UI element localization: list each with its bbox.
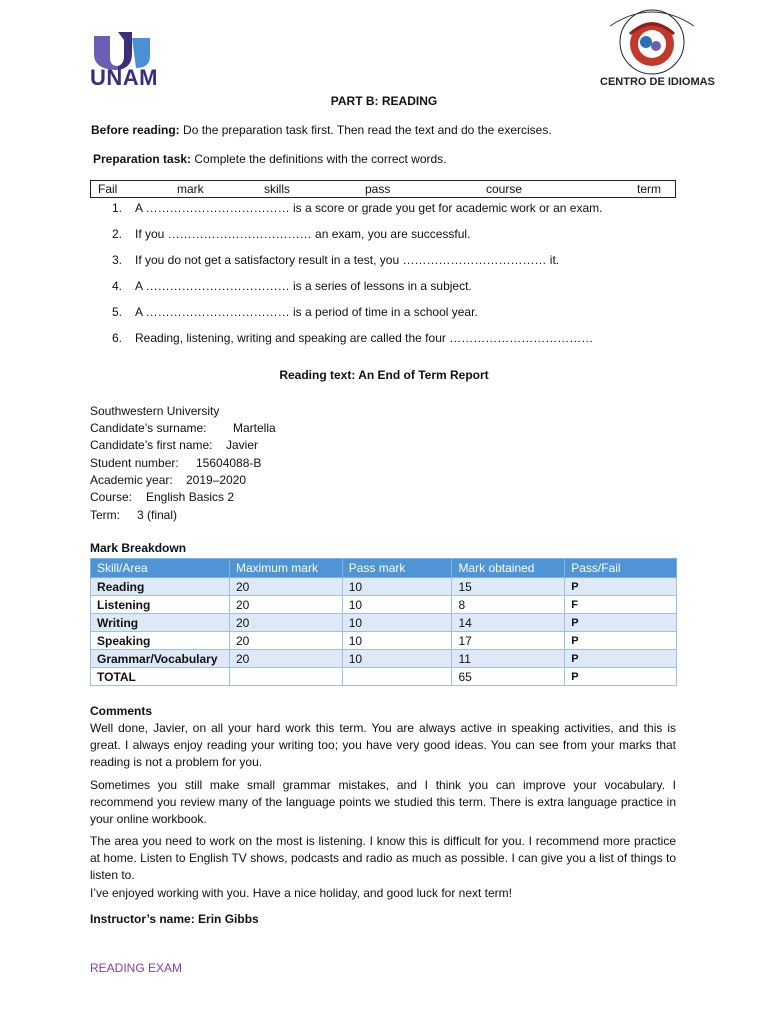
before-reading-label: Before reading: (91, 123, 180, 137)
info-row (90, 490, 390, 504)
instructor-name: Instructor’s name: Erin Gibbs (90, 912, 259, 926)
word-box-item: course (486, 182, 523, 196)
table-cell: Speaking (91, 632, 230, 650)
table-cell: 20 (229, 614, 342, 632)
table-row (91, 668, 677, 686)
table-cell: P (565, 632, 677, 650)
info-value: Martella (233, 421, 276, 435)
definition-number: 1. (112, 201, 123, 215)
info-label: Academic year: (90, 473, 173, 487)
table-cell: 15 (452, 578, 565, 596)
prep-task-label: Preparation task: (93, 152, 192, 166)
mark-breakdown-title: Mark Breakdown (90, 541, 187, 555)
table-row (91, 650, 677, 668)
table-row (91, 578, 677, 596)
table-cell: 10 (342, 596, 452, 614)
before-reading-instruction (91, 123, 552, 137)
table-cell: P (565, 578, 677, 596)
reading-text-title: Reading text: An End of Term Report (279, 368, 489, 382)
info-row (90, 508, 390, 522)
table-cell: P (565, 650, 677, 668)
table-cell: 17 (452, 632, 565, 650)
comments-title: Comments (90, 704, 153, 718)
table-cell: 11 (452, 650, 565, 668)
definition-text: If you ……………………………… an exam, you are successful. (135, 227, 471, 241)
info-label: Candidate’s surname: (90, 421, 207, 435)
definition-number: 4. (112, 279, 123, 293)
info-value: Javier (226, 438, 259, 452)
table-cell: 65 (452, 668, 565, 686)
seal-caption: CENTRO DE IDIOMAS (600, 76, 715, 88)
column-header: Skill/Area (91, 559, 230, 578)
info-row (90, 456, 390, 470)
comment-paragraph: Well done, Javier, on all your hard work this term. You are always active in speaking activities, and this is great. I always enjoy reading your writing too; you have very good ideas. You can see from your marks that reading is not a problem for you. (90, 721, 676, 769)
table-cell: TOTAL (91, 668, 230, 686)
before-reading-text: Do the preparation task first. Then read the text and do the exercises. (179, 123, 552, 137)
definition-number: 3. (112, 253, 123, 267)
definition-text: Reading, listening, writing and speaking are called the four ……………………………… (135, 331, 594, 345)
mark-breakdown-table (90, 558, 677, 686)
definition-text: If you do not get a satisfactory result in a test, you ……………………………… it. (135, 253, 560, 267)
prep-task-text: Complete the definitions with the correct words. (191, 152, 447, 166)
info-value: 3 (final) (137, 508, 178, 522)
university-seal-icon (590, 6, 715, 76)
table-cell: 20 (229, 650, 342, 668)
table-cell: 20 (229, 632, 342, 650)
table-cell: 20 (229, 596, 342, 614)
column-header: Maximum mark (229, 559, 342, 578)
footer-label: READING EXAM (90, 961, 183, 975)
definition-number: 5. (112, 305, 123, 319)
definition-number: 2. (112, 227, 123, 241)
info-value: English Basics 2 (146, 490, 235, 504)
university-name: Southwestern University (90, 404, 220, 418)
table-row (91, 632, 677, 650)
definition-text: A ……………………………… is a series of lessons in a subject. (135, 279, 472, 293)
table-cell: Grammar/Vocabulary (91, 650, 230, 668)
table-cell: Listening (91, 596, 230, 614)
word-box-item: Fail (98, 182, 118, 196)
info-row (90, 473, 390, 487)
comment-paragraph: Sometimes you still make small grammar mistakes, and I think you can improve your vocabulary. I recommend you review many of the language points we studied this term. There is extra language practice in your online workbook. (90, 778, 676, 826)
table-cell: 10 (342, 650, 452, 668)
info-row (90, 421, 390, 435)
word-box-item: term (637, 182, 661, 196)
word-box (90, 180, 676, 198)
table-row (91, 596, 677, 614)
comment-paragraph: I’ve enjoyed working with you. Have a nice holiday, and good luck for next term! (90, 886, 513, 900)
table-cell: P (565, 614, 677, 632)
table-header-row (91, 559, 677, 578)
table-cell: F (565, 596, 677, 614)
definition-number: 6. (112, 331, 123, 345)
info-row (90, 438, 390, 452)
unam-logo-text: UNAM (90, 65, 158, 90)
column-header: Pass mark (342, 559, 452, 578)
table-cell: 10 (342, 578, 452, 596)
table-cell: Reading (91, 578, 230, 596)
info-value: 2019–2020 (186, 473, 247, 487)
preparation-task-instruction (93, 152, 447, 166)
table-cell: P (565, 668, 677, 686)
table-cell: 8 (452, 596, 565, 614)
table-cell: 10 (342, 614, 452, 632)
info-label: Course: (90, 490, 133, 504)
definition-text: A ……………………………… is a period of time in a school year. (135, 305, 478, 319)
table-cell: 20 (229, 578, 342, 596)
table-row (91, 614, 677, 632)
word-box-item: pass (365, 182, 391, 196)
table-cell (342, 668, 452, 686)
table-cell: Writing (91, 614, 230, 632)
comment-paragraph: The area you need to work on the most is listening. I know this is difficult for you. I recommend more practice at home. Listen to English TV shows, podcasts and radio as much as possible. I can give you a list of things to listen to. (90, 834, 676, 882)
column-header: Pass/Fail (565, 559, 677, 578)
table-cell (229, 668, 342, 686)
info-label: Candidate’s first name: (90, 438, 213, 452)
column-header: Mark obtained (452, 559, 565, 578)
word-box-item: skills (264, 182, 290, 196)
table-cell: 10 (342, 632, 452, 650)
part-title: PART B: READING (330, 94, 438, 108)
info-value: 15604088-B (196, 456, 262, 470)
word-box-item: mark (177, 182, 204, 196)
table-cell: 14 (452, 614, 565, 632)
definition-text: A ……………………………… is a score or grade you get for academic work or an exam. (135, 201, 603, 215)
info-label: Student number: (90, 456, 179, 470)
info-label: Term: (90, 508, 120, 522)
